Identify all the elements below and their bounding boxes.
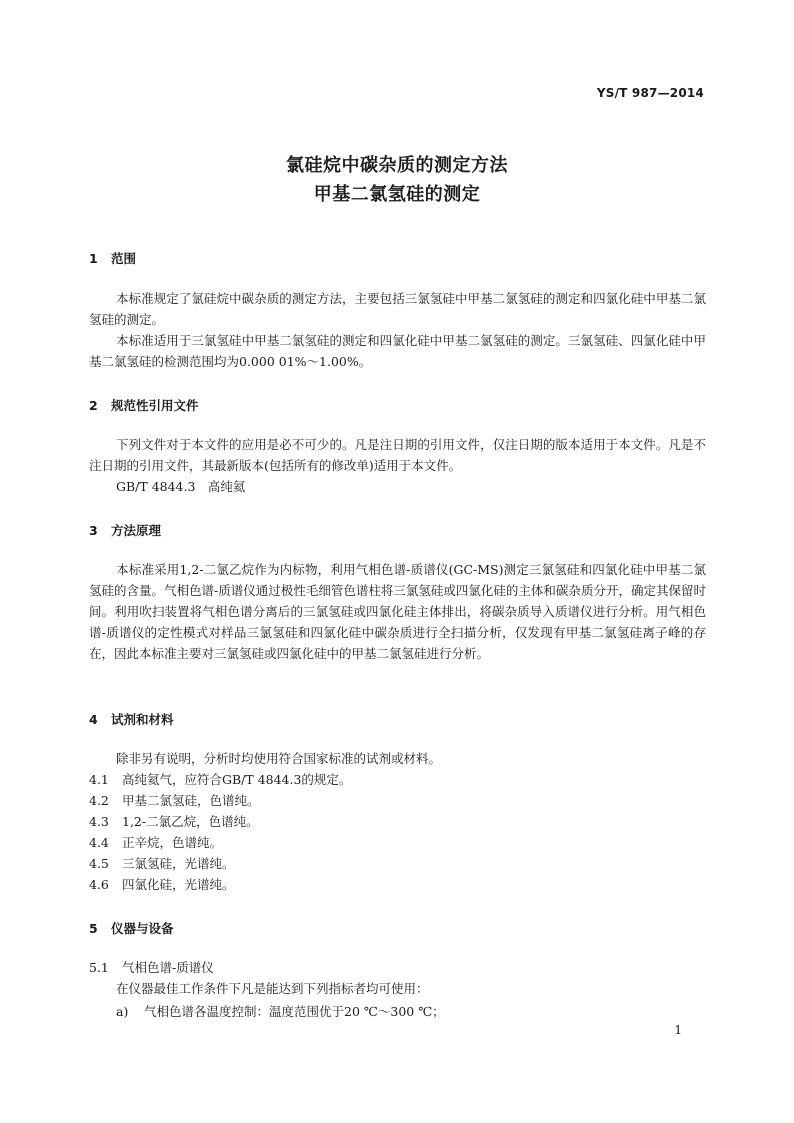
paragraph — [89, 288, 706, 330]
item-number: 4.5 — [89, 856, 109, 871]
list-item — [89, 769, 706, 790]
section-number: 5 — [89, 921, 98, 936]
item-text: 三氯氢硅，光谱纯。 — [122, 856, 235, 871]
section-title: 方法原理 — [111, 523, 162, 538]
list-item — [116, 1002, 445, 1020]
standard-code: YS/T 987—2014 — [596, 86, 704, 100]
item-text: 甲基二氯氢硅，色谱纯。 — [122, 793, 260, 808]
item-text: 气相色谱各温度控制：温度范围优于20 ℃～300 ℃； — [144, 1004, 445, 1019]
section-heading-principle — [89, 521, 161, 539]
section-heading-apparatus — [89, 919, 174, 937]
item-number: 4.1 — [89, 772, 109, 787]
list-item — [89, 874, 706, 895]
list-item — [89, 853, 706, 874]
list-item — [89, 811, 706, 832]
paragraph-text: 本标准规定了氯硅烷中碳杂质的测定方法，主要包括三氯氢硅中甲基二氯氢硅的测定和四氯化硅中甲基二氯氢硅的测定。 — [89, 291, 706, 327]
subsection-number: 5.1 — [89, 960, 109, 975]
reference-item: GB/T 4844.3 高纯氦 — [116, 479, 246, 494]
item-number: 4.2 — [89, 793, 109, 808]
section-title: 规范性引用文件 — [111, 398, 199, 413]
item-text: 高纯氦气，应符合GB/T 4844.3的规定。 — [122, 772, 352, 787]
paragraph-text: 本标准适用于三氯氢硅中甲基二氯氢硅的测定和四氯化硅中甲基二氯氢硅的测定。三氯氢硅、四氯化硅中甲基二氯氢硅的检测范围均为0.000 01%～1.00%。 — [89, 333, 706, 369]
section-number: 4 — [89, 712, 98, 727]
paragraph: 在仪器最佳工作条件下凡是能达到下列指标者均可使用： — [116, 981, 429, 996]
section-title: 试剂和材料 — [111, 712, 174, 727]
paragraph — [89, 330, 706, 372]
section-title: 仪器与设备 — [111, 921, 174, 936]
subsection-heading — [89, 957, 706, 978]
item-text: 四氯化硅，光谱纯。 — [122, 877, 235, 892]
section-number: 3 — [89, 523, 98, 538]
section-number: 2 — [89, 398, 98, 413]
section-number: 1 — [89, 251, 98, 266]
subsection-title: 气相色谱-质谱仪 — [122, 960, 214, 975]
item-number: 4.3 — [89, 814, 109, 829]
section-heading-reagents — [89, 710, 174, 728]
paragraph — [89, 434, 706, 476]
section-heading-normative-references — [89, 396, 199, 414]
paragraph — [89, 559, 706, 664]
item-number: 4.6 — [89, 877, 109, 892]
paragraph-text: 本标准采用1,2-二氯乙烷作为内标物，利用气相色谱-质谱仪(GC-MS)测定三氯氢硅和四氯化硅中甲基二氯氢硅的含量。气相色谱-质谱仪通过极性毛细管色谱柱将三氯氢硅或四氯化硅的主体和碳杂质分开，确定其保留时间。利用吹扫装置将气相色谱分离后的三氯氢硅或四氯化硅主体排出，将碳杂质导入质谱仪进行分析。用气相色谱-质谱仪的定性模式对样品三氯氢硅和四氯化硅中碳杂质进行全扫描分析，仅发现有甲基二氯氢硅离子峰的存在，因此本标准主要对三氯氢硅或四氯化硅中的甲基二氯氢硅进行分析。 — [89, 562, 706, 661]
page-number: 1 — [674, 1023, 682, 1037]
section-title: 范围 — [111, 251, 137, 266]
paragraph: 除非另有说明，分析时均使用符合国家标准的试剂或材料。 — [116, 751, 442, 766]
item-number: 4.4 — [89, 835, 109, 850]
section-heading-scope — [89, 249, 136, 267]
item-text: 1,2-二氯乙烷，色谱纯。 — [122, 814, 259, 829]
list-item — [89, 790, 706, 811]
document-title-line2: 甲基二氯氢硅的测定 — [313, 184, 481, 205]
item-number: a) — [116, 1004, 129, 1019]
item-text: 正辛烷，色谱纯。 — [122, 835, 223, 850]
paragraph-text: 下列文件对于本文件的应用是必不可少的。凡是注日期的引用文件，仅注日期的版本适用于本文件。凡是不注日期的引用文件，其最新版本(包括所有的修改单)适用于本文件。 — [89, 437, 706, 473]
list-item — [89, 832, 706, 853]
document-title-line1: 氯硅烷中碳杂质的测定方法 — [286, 155, 508, 176]
